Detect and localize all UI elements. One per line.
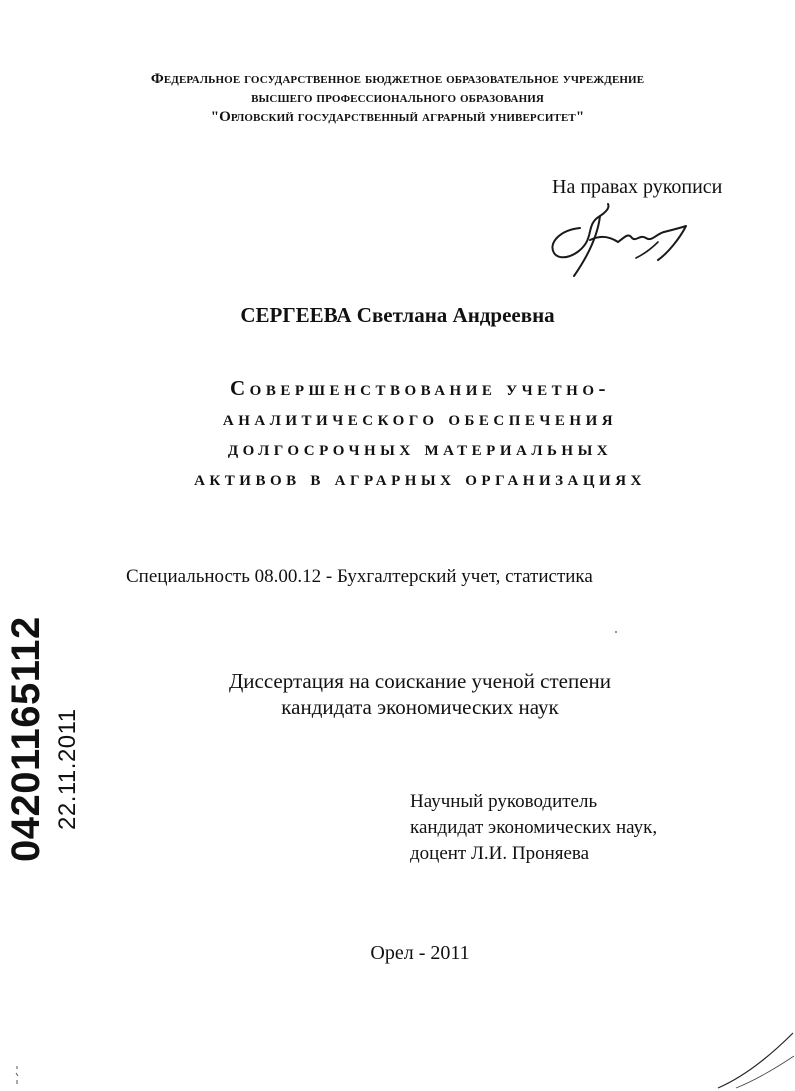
- title-line-4: активов в аграрных организациях: [194, 466, 646, 490]
- institution-header: [0, 70, 795, 127]
- scientific-supervisor: [410, 789, 657, 867]
- title-line-1: Совершенствование учетно-: [230, 376, 610, 400]
- supervisor-line-1: Научный руководитель: [410, 791, 598, 812]
- manuscript-rights-note: На правах рукописи: [552, 176, 723, 198]
- corner-pen-mark: [716, 1030, 795, 1091]
- author-name: СЕРГЕЕВА Светлана Андреевна: [240, 303, 555, 327]
- title-line-3: долгосрочных материальных: [227, 436, 613, 460]
- library-stamp-number: 04201165112: [4, 616, 48, 862]
- institution-line-2: высшего профессионального образования: [251, 90, 544, 106]
- dissertation-title: [60, 373, 780, 493]
- scan-edge-mark: [14, 1064, 20, 1086]
- institution-line-1: Федеральное государственное бюджетное образовательное учреждение: [150, 71, 645, 87]
- degree-line-1: Диссертация на соискание ученой степени: [228, 669, 612, 693]
- dissertation-degree: [0, 668, 795, 720]
- supervisor-line-3: доцент Л.И. Проняева: [410, 843, 590, 864]
- institution-line-3: "Орловский государственный аграрный университет": [210, 109, 585, 125]
- degree-line-2: кандидата экономических наук: [281, 695, 559, 719]
- specialty-line: Специальность 08.00.12 - Бухгалтерский учет, статистика: [126, 566, 593, 587]
- handwritten-signature: [540, 198, 690, 283]
- supervisor-line-2: кандидат экономических наук,: [410, 817, 658, 838]
- city-year: Орел - 2011: [370, 942, 470, 964]
- title-line-2: аналитического обеспечения: [222, 406, 618, 430]
- library-stamp-date: 22.11.2011: [54, 708, 81, 830]
- scan-dot: [615, 631, 617, 633]
